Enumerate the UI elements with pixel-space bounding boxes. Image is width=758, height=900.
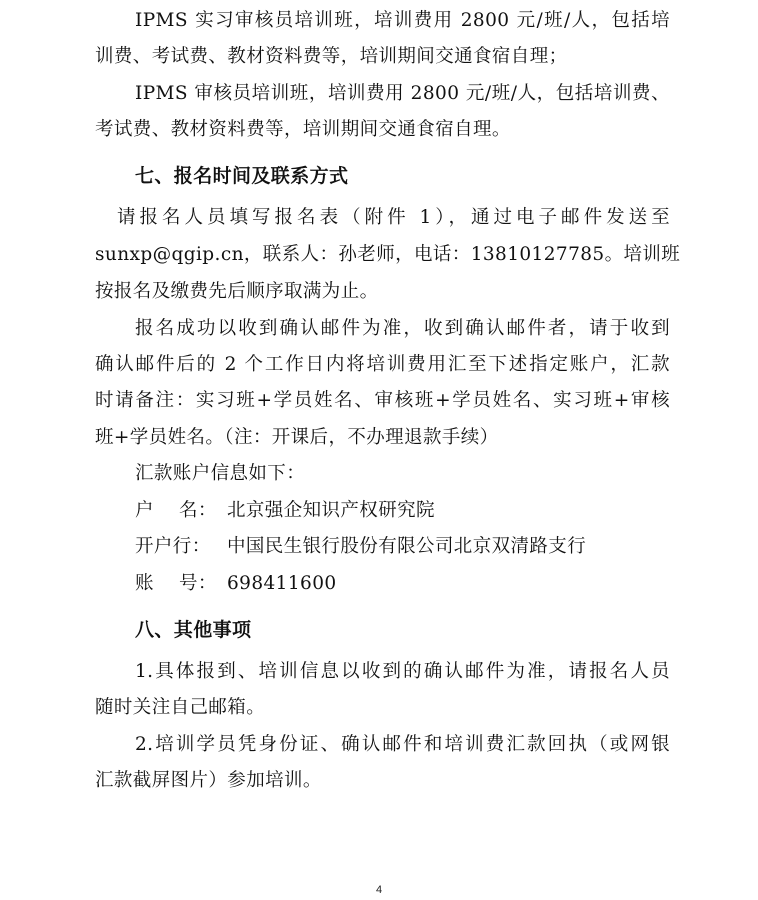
contact-line-2: sunxp@qgip.cn，联系人：孙老师，电话：13810127785。培训班 [95, 244, 681, 265]
account-bank-label: 开户行： [135, 536, 211, 557]
contact-line-1: 请报名人员填写报名表（附件 1），通过电子邮件发送至 [117, 207, 670, 228]
confirm-line-3: 时请备注：实习班+学员姓名、审核班+学员姓名、实习班+审核 [95, 390, 670, 411]
account-number-value: 698411600 [227, 573, 337, 594]
account-name-row [135, 498, 670, 524]
other-item-2-line-2: 汇款截屏图片）参加培训。 [95, 770, 322, 791]
intern-fee-line-2: 训费、考试费、教材资料费等，培训期间交通食宿自理； [95, 46, 568, 67]
section-7-heading: 七、报名时间及联系方式 [135, 165, 349, 187]
page-number: 4 [375, 884, 383, 896]
account-bank-row [135, 534, 670, 560]
confirm-line-2: 确认邮件后的 2 个工作日内将培训费用汇至下述指定账户，汇款 [95, 354, 670, 375]
account-bank-value: 中国民生银行股份有限公司北京双清路支行 [227, 536, 587, 557]
account-name-label: 户 名： [135, 500, 217, 521]
other-item-1-line-2: 随时关注自己邮箱。 [95, 697, 266, 718]
other-item-2-line-1: 2.培训学员凭身份证、确认邮件和培训费汇款回执（或网银 [135, 734, 670, 755]
account-name-value: 北京强企知识产权研究院 [227, 500, 435, 521]
contact-line-3: 按报名及缴费先后顺序取满为止。 [95, 281, 379, 302]
account-intro: 汇款账户信息如下： [135, 463, 306, 484]
account-number-row [135, 571, 670, 597]
auditor-fee-line-1: IPMS 审核员培训班，培训费用 2800 元/班/人，包括培训费、 [135, 83, 670, 104]
other-item-1-line-1: 1.具体报到、培训信息以收到的确认邮件为准，请报名人员 [135, 661, 670, 682]
auditor-fee-line-2: 考试费、教材资料费等，培训期间交通食宿自理。 [95, 119, 511, 140]
confirm-line-4: 班+学员姓名。（注：开课后，不办理退款手续） [95, 427, 499, 448]
intern-fee-line-1: IPMS 实习审核员培训班，培训费用 2800 元/班/人，包括培 [135, 10, 670, 31]
account-number-label: 账 号： [135, 573, 217, 594]
section-8-heading: 八、其他事项 [135, 619, 252, 641]
confirm-line-1: 报名成功以收到确认邮件为准，收到确认邮件者，请于收到 [135, 318, 670, 339]
